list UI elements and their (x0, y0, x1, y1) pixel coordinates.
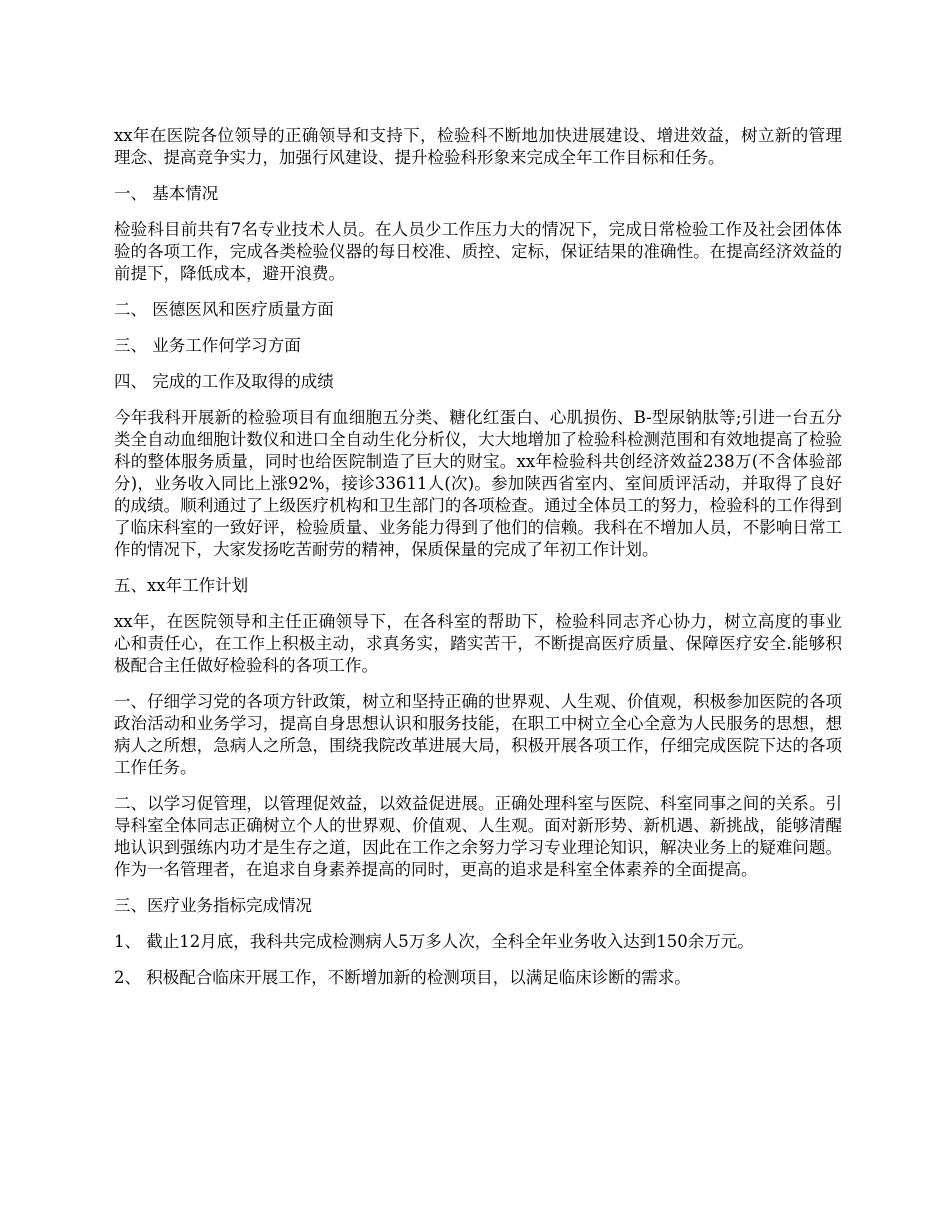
basic-paragraph: 检验科目前共有7名专业技术人员。在人员少工作压力大的情况下，完成日常检验工作及社会团体体验的各项工作，完成各类检验仪器的每日校准、质控、定标，保证结果的准确性。在提高经济效益的前提下，降低成本，避开浪费。 (114, 220, 842, 283)
intro-paragraph: xx年在医院各位领导的正确领导和支持下，检验科不断地加快进展建设、增进效益，树立新的管理理念、提高竞争实力，加强行风建设、提升检验科形象来完成全年工作目标和任务。 (114, 126, 842, 167)
document-page (114, 125, 842, 1003)
section-heading-achievements: 四、 完成的工作及取得的成绩 (114, 372, 334, 391)
achievements-paragraph: 今年我科开展新的检验项目有血细胞五分类、糖化红蛋白、心肌损伤、B-型尿钠肽等;引进一台五分类全自动血细胞计数仪和进口全自动生化分析仪，大大地增加了检验科检测范围和有效地提高了检验科的整体服务质量，同时也给医院制造了巨大的财宝。xx年检验科共创经济效益238万(不含体验部分)，业务收入同比上涨92%，接诊33611人(次)。参加陕西省室内、室间质评活动，并取得了良好的成绩。顺利通过了上级医疗机构和卫生部门的各项检查。通过全体员工的努力，检验科的工作得到了临床科室的一致好评，检验质量、业务能力得到了他们的信赖。我科在不增加人员，不影响日常工作的情况下，大家发扬吃苦耐劳的精神，保质保量的完成了年初工作计划。 (114, 408, 842, 559)
section-heading-indicators: 三、医疗业务指标完成情况 (114, 896, 312, 915)
section-heading-ethics: 二、 医德医风和医疗质量方面 (114, 300, 334, 319)
plan-item-1: 一、仔细学习党的各项方针政策，树立和坚持正确的世界观、人生观、价值观，积极参加医院的各项政治活动和业务学习，提高自身思想认识和服务技能，在职工中树立全心全意为人民服务的思想，想病人之所想，急病人之所急，围绕我院改革进展大局，积极开展各项工作，仔细完成医院下达的各项工作任务。 (114, 692, 842, 777)
indicator-item-1: 1、 截止12月底，我科共完成检测病人5万多人次，全科全年业务收入达到150余万元。 (114, 932, 754, 951)
indicator-item-2: 2、 积极配合临床开展工作，不断增加新的检测项目，以满足临床诊断的需求。 (114, 968, 691, 987)
plan-item-2: 二、以学习促管理，以管理促效益，以效益促进展。正确处理科室与医院、科室同事之间的关系。引导科室全体同志正确树立个人的世界观、价值观、人生观。面对新形势、新机遇、新挑战，能够清醒地认识到强练内功才是生存之道，因此在工作之余努力学习专业理论知识，解决业务上的疑难问题。作为一名管理者，在追求自身素养提高的同时，更高的追求是科室全体素养的全面提高。 (114, 794, 842, 879)
section-heading-basic: 一、 基本情况 (114, 184, 219, 203)
plan-paragraph: xx年，在医院领导和主任正确领导下，在各科室的帮助下，检验科同志齐心协力，树立高度的事业心和责任心，在工作上积极主动，求真务实，踏实苦干，不断提高医疗质量、保障医疗安全.能够积极配合主任做好检验科的各项工作。 (114, 612, 842, 675)
section-heading-plan: 五、xx年工作计划 (114, 576, 249, 595)
section-heading-study: 三、 业务工作何学习方面 (114, 336, 301, 355)
